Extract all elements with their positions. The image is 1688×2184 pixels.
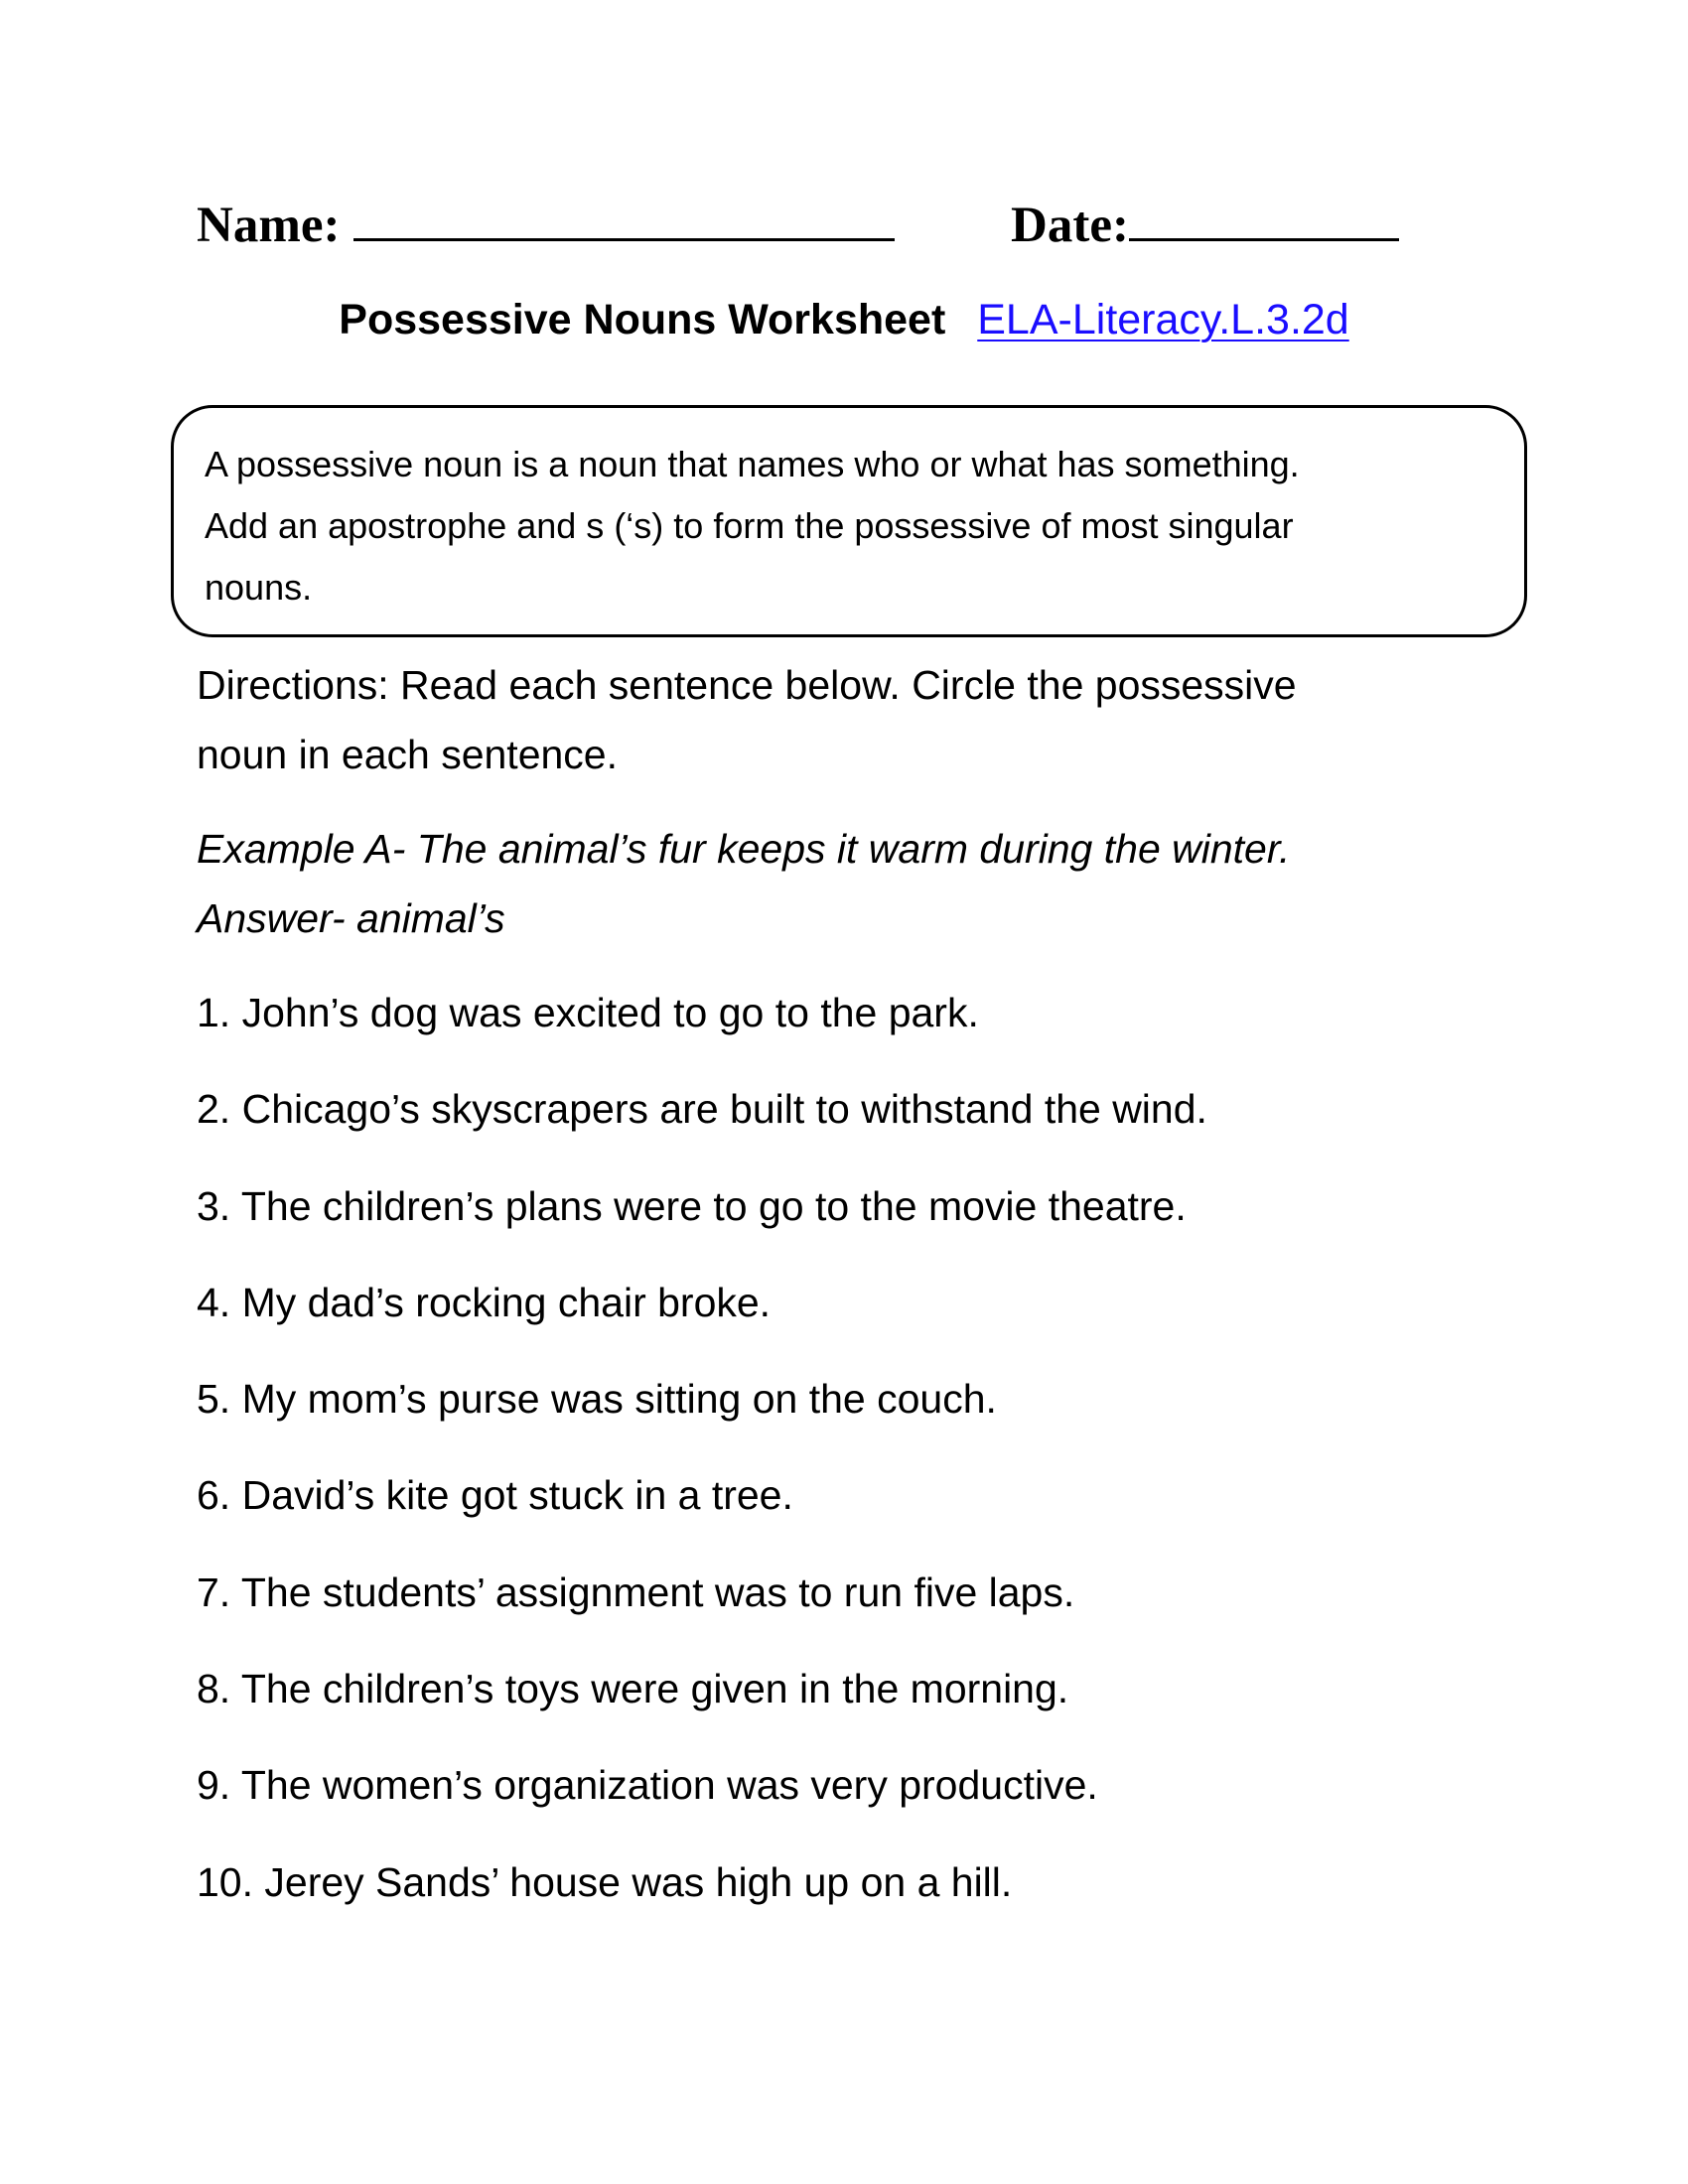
- worksheet-title-row: [0, 296, 1688, 344]
- date-field[interactable]: [1011, 195, 1399, 254]
- name-field[interactable]: [197, 195, 895, 254]
- directions-line: noun in each sentence.: [197, 732, 618, 777]
- directions-line: Directions: Read each sentence below. Circle the possessive: [197, 662, 1297, 708]
- example-sentence: Example A- The animal’s fur keeps it warm during the winter.: [197, 826, 1291, 872]
- sentence-item[interactable]: 4. My dad’s rocking chair broke.: [197, 1279, 772, 1325]
- definition-line: Add an apostrophe and s (‘s) to form the possessive of most singular: [205, 505, 1294, 546]
- sentence-item[interactable]: 1. John’s dog was excited to go to the park.: [197, 990, 979, 1035]
- definition-box: [171, 405, 1527, 637]
- name-blank-line[interactable]: [353, 195, 895, 241]
- sentence-item[interactable]: 2. Chicago’s skyscrapers are built to withstand the wind.: [197, 1086, 1207, 1133]
- date-label: Date:: [1011, 198, 1129, 253]
- sentence-item[interactable]: 8. The children’s toys were given in the morning.: [197, 1666, 1069, 1712]
- sentence-item[interactable]: 3. The children’s plans were to go to the movie theatre.: [197, 1182, 1187, 1229]
- sentence-item[interactable]: 6. David’s kite got stuck in a tree.: [197, 1472, 793, 1519]
- sentence-item[interactable]: 7. The students’ assignment was to run five laps.: [197, 1569, 1075, 1615]
- name-label: Name:: [197, 198, 341, 253]
- sentence-item[interactable]: 5. My mom’s purse was sitting on the couch.: [197, 1376, 997, 1423]
- sentence-list: [197, 978, 1507, 1944]
- example-answer: Answer- animal’s: [197, 895, 505, 941]
- example-block: [197, 814, 1507, 953]
- worksheet-title: Possessive Nouns Worksheet: [339, 296, 946, 343]
- definition-line: A possessive noun is a noun that names who or what has something.: [205, 444, 1300, 484]
- name-date-header: [197, 195, 1418, 264]
- standard-link[interactable]: ELA-Literacy.L.3.2d: [977, 296, 1349, 343]
- directions: [197, 650, 1487, 789]
- date-blank-line[interactable]: [1129, 195, 1399, 241]
- definition-line: nouns.: [205, 567, 313, 608]
- sentence-item[interactable]: 10. Jerey Sands’ house was high up on a hill.: [197, 1858, 1013, 1905]
- sentence-item[interactable]: 9. The women’s organization was very productive.: [197, 1762, 1098, 1809]
